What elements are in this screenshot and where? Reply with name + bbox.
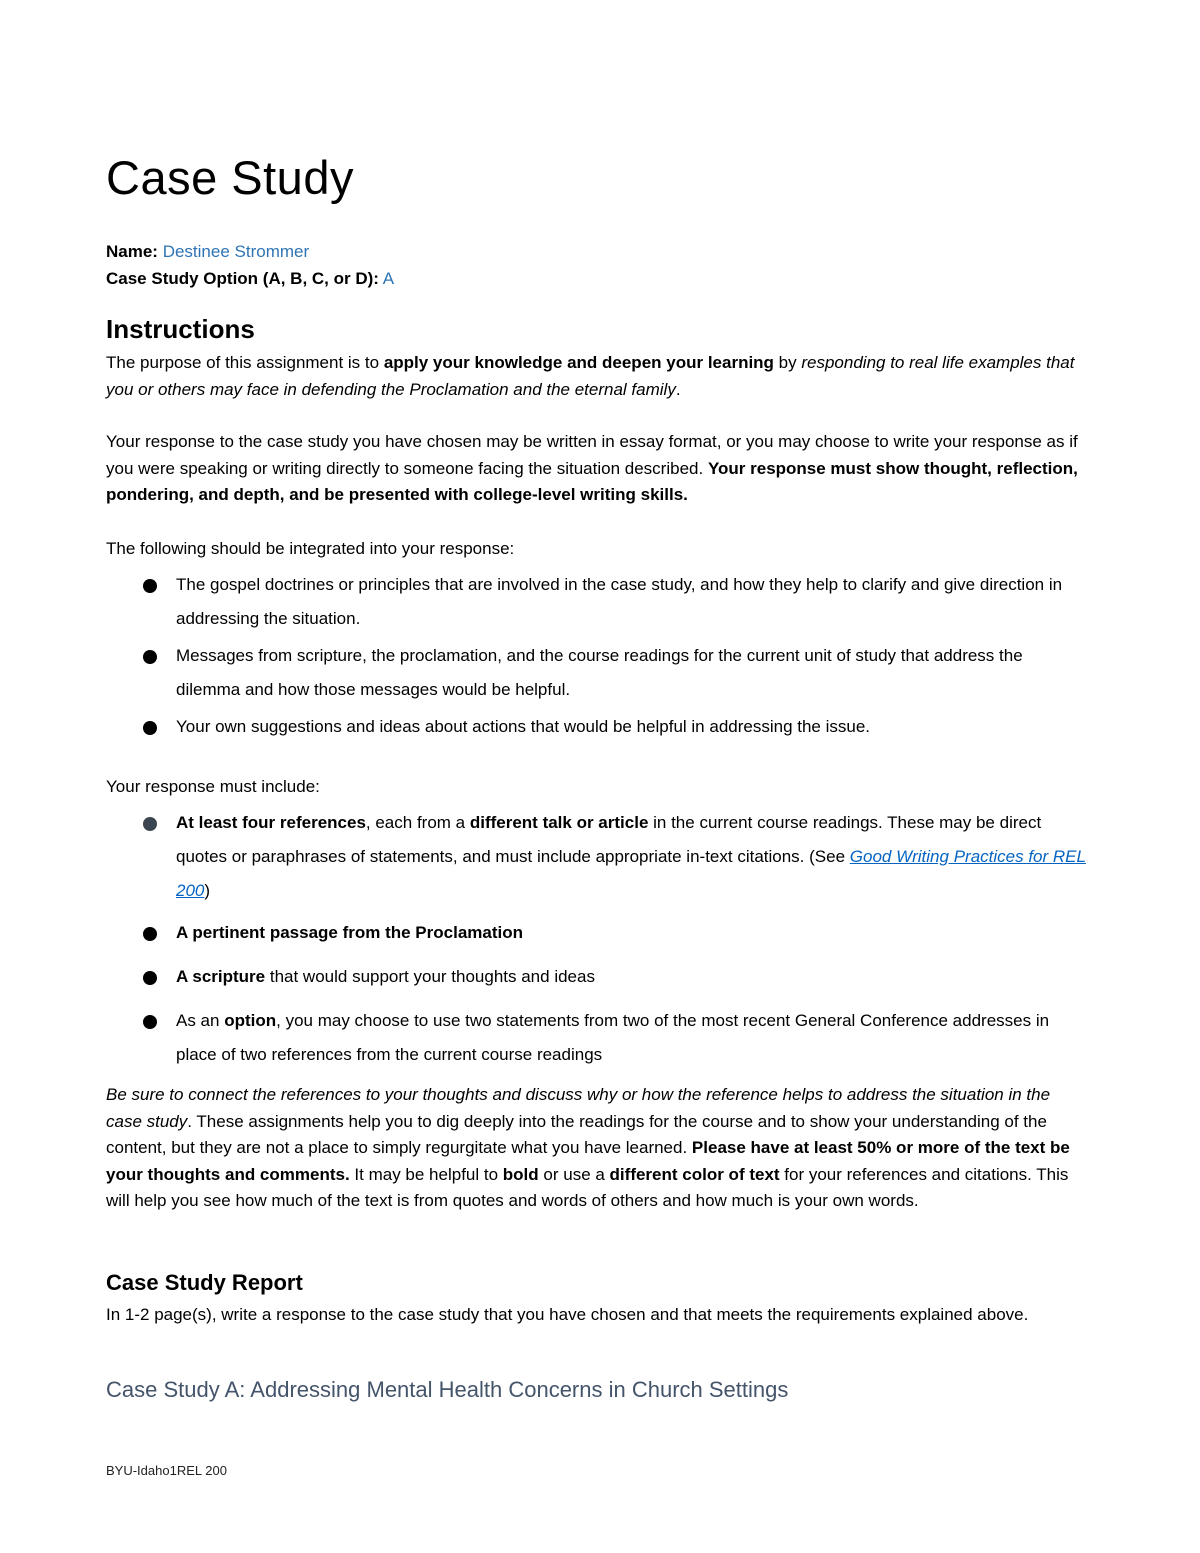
student-info [106, 238, 394, 292]
proclamation-item: A pertinent passage from the Proclamation [176, 923, 523, 942]
list-item [106, 639, 1090, 707]
list-item [106, 568, 1090, 636]
bullet-icon [143, 927, 157, 941]
integrated-list [106, 568, 1090, 747]
list-item-text: Messages from scripture, the proclamation, and the course readings for the current unit of study that address the dilemma and how those messages would be helpful. [176, 646, 1023, 699]
connect-paragraph [106, 1082, 1090, 1215]
report-paragraph: In 1-2 page(s), write a response to the case study that you have chosen and that meets the requirements explained above. [106, 1305, 1029, 1324]
name-line [106, 238, 394, 265]
ref-bold-1: At least four references [176, 813, 366, 832]
page-title: Case Study [106, 151, 354, 204]
option-line [106, 265, 394, 292]
purpose-bold: apply your knowledge and deepen your learning [383, 353, 774, 372]
connect-text-1: . These assignments help you to dig deeply into the readings for the course and to show your understanding of the content, but they are not a place to simply regurgitate what you have learned. [106, 1111, 1047, 1157]
bullet-icon [143, 721, 157, 735]
scripture-text: that would support your thoughts and ideas [265, 967, 595, 986]
list-item [106, 960, 1090, 994]
bullet-icon [143, 650, 157, 664]
case-heading: Case Study A: Addressing Mental Health Concerns in Church Settings [106, 1377, 789, 1402]
good-writing-link[interactable]: Good Writing Practices for REL 200 [176, 847, 1086, 900]
list-item [106, 710, 1090, 744]
ref-bold-2: different talk or article [469, 813, 649, 832]
option-text-2: , you may choose to use two statements from two of the most recent General Conference addresses in place of two references from the current course readings [176, 1011, 1050, 1064]
page-footer: BYU-Idaho1REL 200 [106, 1463, 227, 1478]
purpose-text-2: by [773, 353, 802, 372]
list-item-text: The gospel doctrines or principles that are involved in the case study, and how they help to clarify and give direction in addressing the situation. [176, 575, 1063, 628]
option-text-1: As an [176, 1011, 225, 1030]
bullet-icon [143, 817, 157, 831]
purpose-paragraph [106, 350, 1090, 403]
include-intro: Your response must include: [106, 777, 320, 796]
connect-italic: Be sure to connect the references to your thoughts and discuss why or how the reference helps to address the situation in the case study [106, 1085, 1051, 1131]
purpose-italic: responding to real life examples that you or others may face in defending the Proclamation and the eternal family [106, 353, 1075, 399]
response-paragraph [106, 429, 1090, 509]
bullet-icon [143, 971, 157, 985]
response-bold: Your response must show thought, reflection, pondering, and depth, and be presented with college-level writing skills. [106, 458, 1078, 504]
option-label: Case Study Option (A, B, C, or D): [106, 269, 379, 288]
ref-text-1: , each from a [365, 813, 470, 832]
instructions-heading: Instructions [106, 314, 255, 344]
integrated-intro: The following should be integrated into your response: [106, 539, 515, 558]
include-list [106, 806, 1090, 1072]
connect-text-3: or use a [538, 1164, 610, 1184]
purpose-text-1: The purpose of this assignment is to [106, 353, 384, 372]
connect-text-4: for your references and citations. This will help you see how much of the text is from quotes and words of others and how much is your own words. [106, 1164, 1069, 1210]
report-heading: Case Study Report [106, 1270, 303, 1295]
bullet-icon [143, 579, 157, 593]
list-item-text: Your own suggestions and ideas about actions that would be helpful in addressing the issue. [176, 717, 871, 736]
bullet-icon [143, 1015, 157, 1029]
name-label: Name: [106, 242, 158, 261]
list-item [106, 1004, 1090, 1072]
list-item [106, 916, 1090, 950]
response-text: Your response to the case study you have chosen may be written in essay format, or you may choose to write your response as if you were speaking or writing directly to someone facing the situation described. [106, 432, 1078, 478]
ref-text-2: in the current course readings. These may be direct quotes or paraphrases of statements, and must include appropriate in-text citations. (See [176, 813, 1042, 866]
scripture-bold: A scripture [176, 967, 266, 986]
connect-bold-2: bold [502, 1164, 539, 1184]
list-item [106, 806, 1090, 908]
connect-bold-3: different color of text [609, 1164, 780, 1184]
ref-text-3: ) [204, 881, 211, 900]
purpose-text-3: . [675, 379, 681, 399]
option-value: A [382, 269, 395, 288]
option-bold: option [224, 1011, 277, 1030]
connect-text-2: It may be helpful to [349, 1164, 503, 1184]
name-value: Destinee Strommer [162, 242, 310, 261]
connect-bold-1: Please have at least 50% or more of the text be your thoughts and comments. [106, 1138, 1070, 1184]
